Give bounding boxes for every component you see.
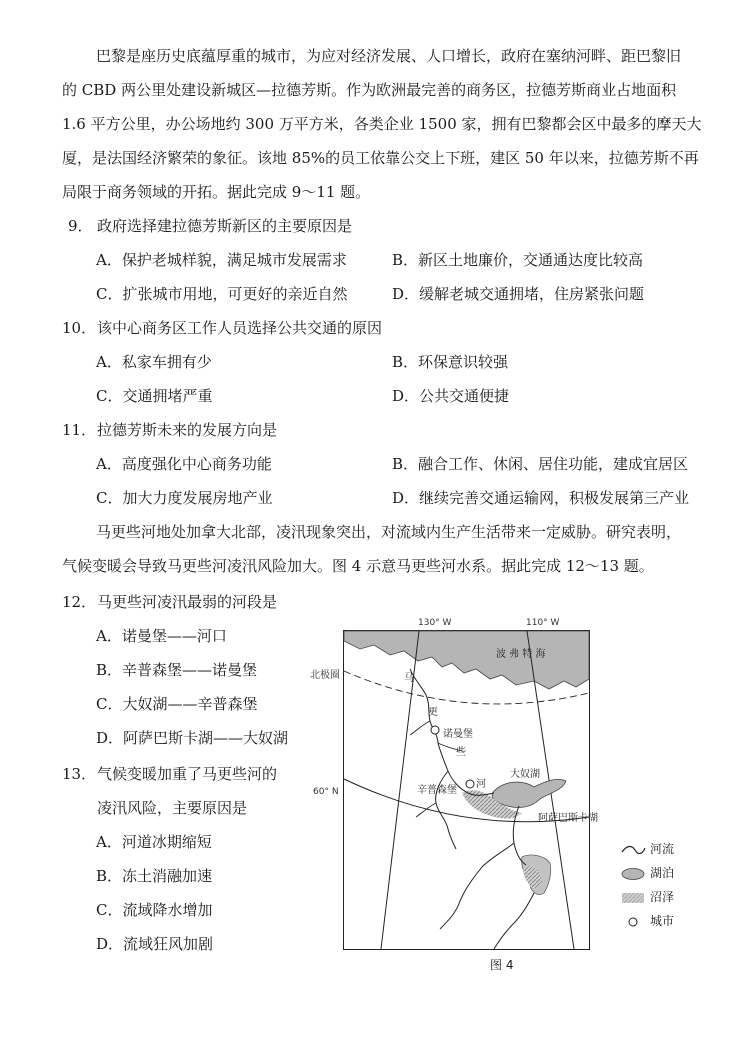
latitude-label: 60° N: [313, 787, 339, 797]
question-number: 11．: [62, 421, 97, 439]
option-a[interactable]: A．保护老城样貌，满足城市发展需求: [96, 251, 347, 269]
longitude-label: 110° W: [526, 618, 560, 628]
fort-simpson-label: 辛普森堡: [417, 785, 457, 796]
tributary: [410, 721, 430, 735]
option-c[interactable]: C．交通拥堵严重: [96, 387, 213, 405]
option-d[interactable]: D．缓解老城交通拥堵，住房紧张问题: [392, 285, 645, 303]
longitude-label: 130° W: [418, 618, 452, 628]
legend-label: 湖泊: [650, 866, 675, 880]
sea-label: 波 弗 特 海: [496, 649, 546, 660]
map-svg: [344, 631, 598, 949]
city-fort-simpson: [466, 780, 474, 788]
beaufort-sea: [344, 631, 589, 689]
figure-caption: 图 4: [490, 958, 514, 972]
passage-2-line: 气候变暖会导致马更些河凌汛风险加大。图 4 示意马更些河水系。据此完成 12～13 题。: [62, 557, 654, 575]
athabasca-lake-label: 阿萨巴斯卡湖: [538, 813, 598, 824]
passage-1-line: 1.6 平方公里，办公场地约 300 万平方米，各类企业 1500 家，拥有巴黎都会区中最多的摩天大: [62, 115, 702, 133]
option-b[interactable]: B．辛普森堡——诺曼堡: [96, 661, 258, 679]
option-d[interactable]: D．继续完善交通运输网，积极发展第三产业: [392, 489, 690, 507]
question-stem: 凌汛风险，主要原因是: [97, 799, 248, 817]
norman-wells-label: 诺曼堡: [443, 729, 473, 740]
option-c[interactable]: C．加大力度发展房地产业: [96, 489, 273, 507]
option-b[interactable]: B．冻土消融加速: [96, 867, 213, 885]
question-number: 12．: [62, 593, 97, 611]
option-d[interactable]: D．阿萨巴斯卡湖——大奴湖: [96, 729, 289, 747]
legend-label: 城市: [650, 914, 675, 928]
option-b[interactable]: B．新区土地廉价，交通通达度比较高: [392, 251, 644, 269]
passage-2-line: 马更些河地处加拿大北部，凌汛现象突出，对流域内生产生活带来一定威胁。研究表明，: [96, 523, 682, 541]
question-number: 13．: [62, 765, 97, 783]
option-a[interactable]: A．高度强化中心商务功能: [96, 455, 272, 473]
great-slave-lake: [492, 779, 566, 807]
legend-item-lake: [620, 864, 674, 881]
passage-1-line: 巴黎是座历史底蕴厚重的城市，为应对经济发展、人口增长，政府在塞纳河畔、距巴黎旧: [96, 47, 682, 65]
city-norman-wells: [431, 726, 439, 734]
arctic-circle-label: 北极圈: [310, 670, 340, 681]
option-c[interactable]: C．扩张城市用地，可更好的亲近自然: [96, 285, 348, 303]
question-stem: 政府选择建拉德芳斯新区的主要原因是: [97, 217, 353, 235]
question-stem: 气候变暖加重了马更些河的: [97, 765, 278, 783]
option-b[interactable]: B．环保意识较强: [392, 353, 509, 371]
tributary: [416, 803, 436, 817]
mackenzie-river-map: [343, 630, 598, 950]
option-a[interactable]: A．河道冰期缩短: [96, 833, 212, 851]
question-stem: 该中心商务区工作人员选择公共交通的原因: [97, 319, 383, 337]
legend-label: 河流: [650, 842, 675, 856]
swamp-symbol: [620, 891, 646, 905]
river-label-char: 马: [404, 673, 414, 684]
great-slave-lake-label: 大奴湖: [510, 769, 540, 780]
option-c[interactable]: C．大奴湖——辛普森堡: [96, 695, 258, 713]
passage-1-line: 厦，是法国经济繁荣的象征。该地 85%的员工依靠公交上下班，建区 50 年以来，拉德芳斯不再: [62, 149, 699, 167]
legend-item-swamp: [620, 888, 674, 905]
option-d[interactable]: D．公共交通便捷: [392, 387, 510, 405]
legend-label: 沼泽: [650, 890, 675, 904]
river-label-char: 更: [428, 707, 438, 718]
river-symbol: [620, 843, 646, 857]
passage-1-line: 的 CBD 两公里处建设新城区—拉德芳斯。作为欧洲最完善的商务区，拉德芳斯商业占地面积: [62, 81, 677, 99]
legend-item-city: [620, 912, 674, 929]
legend-item-river: [620, 840, 674, 857]
passage-1-line: 局限于商务领域的开拓。据此完成 9～11 题。: [62, 183, 371, 201]
option-d[interactable]: D．流域狂风加剧: [96, 935, 214, 953]
question-number: 10．: [62, 319, 97, 337]
city-symbol: [620, 915, 646, 929]
liard-river: [436, 771, 456, 849]
river-label-char: 些: [456, 747, 466, 758]
question-stem: 拉德芳斯未来的发展方向是: [97, 421, 278, 439]
peace-river: [440, 843, 514, 929]
lake-symbol: [620, 867, 646, 881]
option-a[interactable]: A．诺曼堡——河口: [96, 627, 227, 645]
option-c[interactable]: C．流域降水增加: [96, 901, 213, 919]
river-label-char: 河: [476, 779, 486, 790]
option-b[interactable]: B．融合工作、休闲、居住功能，建成宜居区: [392, 455, 689, 473]
question-stem: 马更些河凌汛最弱的河段是: [97, 593, 278, 611]
option-a[interactable]: A．私家车拥有少: [96, 353, 212, 371]
athabasca-river: [494, 893, 534, 949]
question-number: 9．: [68, 217, 93, 235]
